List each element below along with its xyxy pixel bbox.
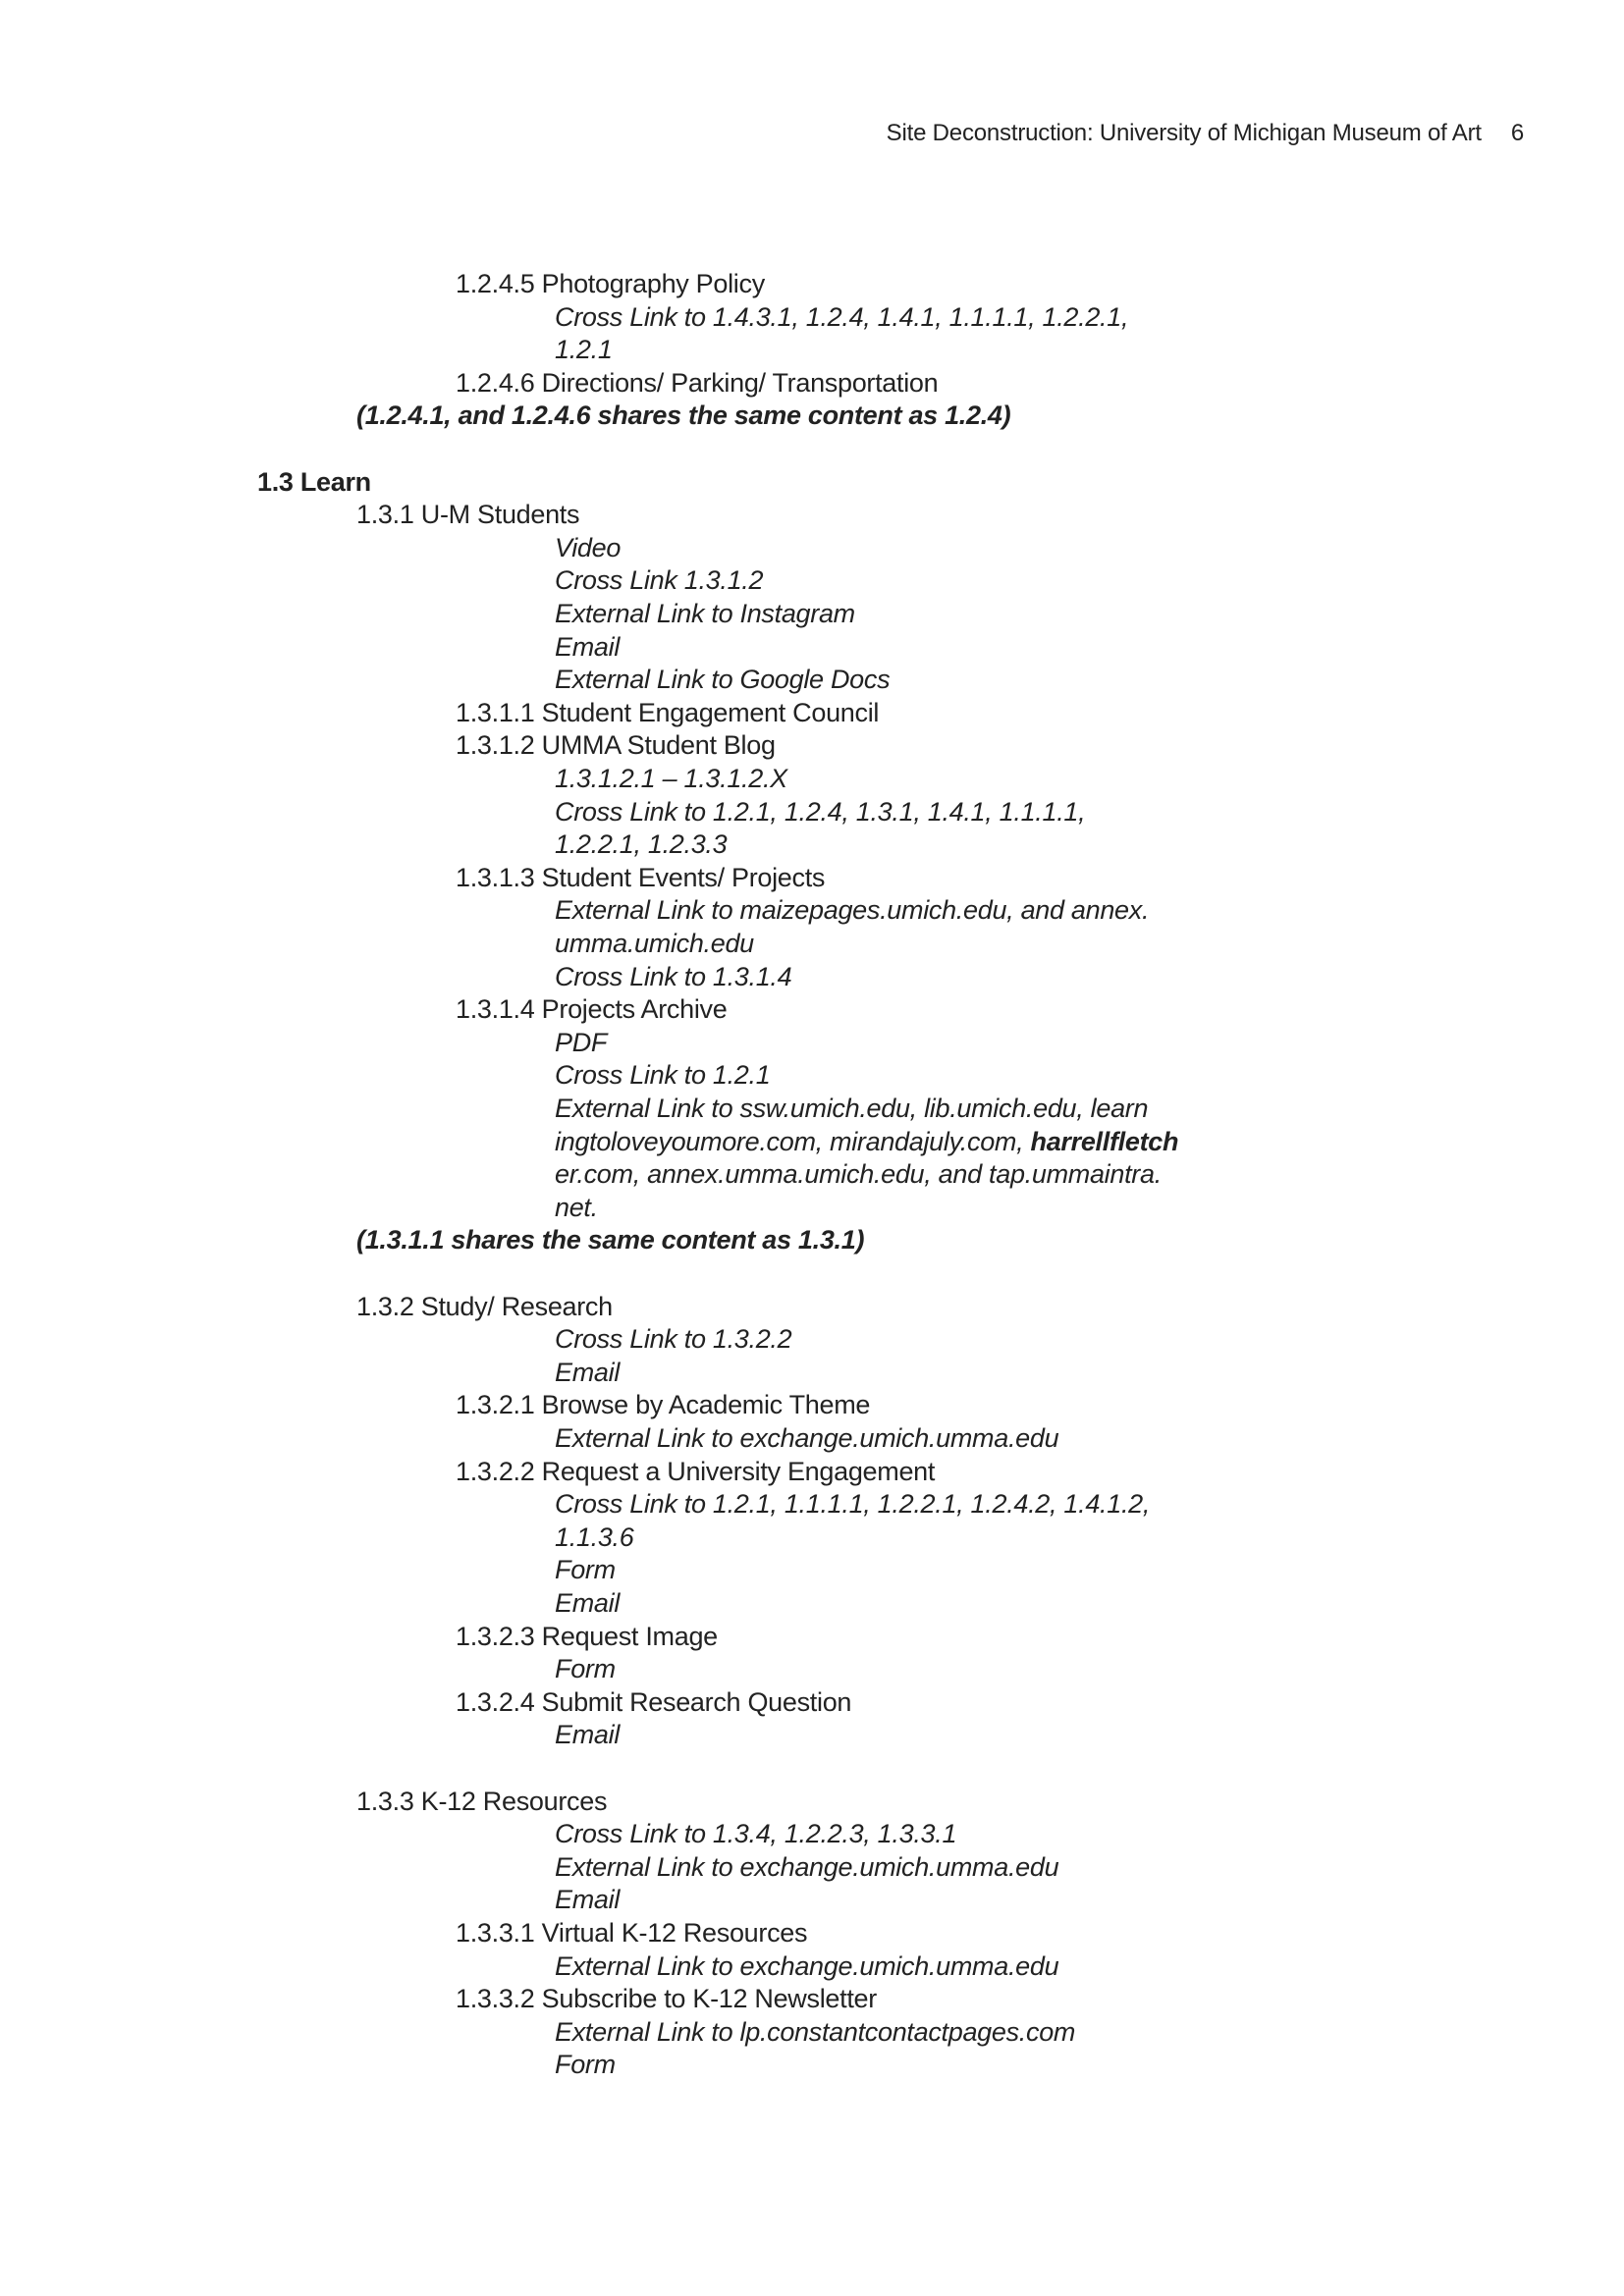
line-text: 1.3.2.2 Request a University Engagement [456,1457,936,1486]
page-number: 6 [1510,120,1524,146]
line-text: Cross Link to 1.2.1, 1.2.4, 1.3.1, 1.4.1, 1.1.1.1, [555,797,1086,827]
page-item [456,1620,718,1653]
line-text: 1.3.3.1 Virtual K-12 Resources [456,1918,808,1948]
line-text: Cross Link to 1.2.1, 1.1.1.1, 1.2.2.1, 1.2.4.2, 1.4.1.2, [555,1489,1151,1519]
page-item [456,696,879,729]
line-text: 1.3.2 Study/ Research [356,1292,613,1321]
line-text: Form [555,2050,616,2079]
document-title: Site Deconstruction: University of Michigan Museum of Art [886,120,1482,146]
page-item [456,1916,807,1949]
link-detail-line [555,1058,770,1092]
link-detail-line [555,1850,1058,1884]
line-text: 1.1.3.6 [555,1522,634,1552]
link-detail-line [555,663,890,696]
line-text: Cross Link to 1.3.2.2 [555,1324,792,1354]
line-text: Cross Link to 1.3.1.4 [555,962,792,991]
link-detail-line [555,300,1128,334]
line-text: Email [555,1720,621,1749]
subsection-item [356,1785,607,1818]
line-text: net. [555,1193,598,1222]
line-text: External Link to Google Docs [555,665,891,694]
line-text: External Link to maizepages.umich.edu, and annex. [555,895,1150,925]
page-item [456,1388,870,1421]
line-text: 1.3.3 K-12 Resources [356,1787,608,1816]
line-text: umma.umich.edu [555,929,754,958]
line-text: External Link to exchange.umich.umma.edu [555,1423,1059,1453]
page-item [456,366,938,400]
link-detail-line [555,1883,620,1916]
line-text: External Link to ssw.umich.edu, lib.umich.edu, learn [555,1094,1149,1123]
line-text: 1.3.1.2.1 – 1.3.1.2.X [555,764,787,793]
line-text: Email [555,1885,621,1914]
line-text: 1.2.4.6 Directions/ Parking/ Transportation [456,368,939,398]
link-detail-line [555,960,791,993]
link-detail-line [555,630,620,664]
link-detail-line [555,1652,616,1685]
page-item [456,861,825,894]
line-text: 1.2.4.5 Photography Policy [456,269,765,298]
link-detail-line [555,828,727,861]
line-text: Email [555,1358,621,1387]
link-detail-line [555,1553,616,1586]
line-text: 1.3.1.3 Student Events/ Projects [456,863,826,892]
line-text: Email [555,1588,621,1618]
link-detail-line [555,1949,1058,1983]
link-detail-line [555,1586,620,1620]
line-text: Cross Link to 1.3.4, 1.2.2.3, 1.3.3.1 [555,1819,957,1848]
link-detail-line [555,927,754,960]
line-text: 1.3 Learn [257,467,371,497]
line-text: 1.3.1.4 Projects Archive [456,994,728,1024]
line-text: Cross Link 1.3.1.2 [555,565,764,595]
page-item [456,992,727,1026]
link-detail-line [555,795,1085,828]
page-item [456,728,776,762]
link-detail-line [555,762,787,795]
page-item [456,1685,851,1719]
subsection-item [356,1290,613,1323]
line-text: PDF [555,1028,608,1057]
line-text: Cross Link to 1.4.3.1, 1.2.4, 1.4.1, 1.1.1.1, 1.2.2.1, [555,302,1129,332]
line-text: ingtoloveyoumore.com, mirandajuly.com, [555,1127,1031,1156]
line-text: External Link to exchange.umich.umma.edu [555,1951,1059,1981]
line-text: Cross Link to 1.2.1 [555,1060,771,1090]
link-detail-line [555,597,855,630]
link-detail-line [555,2015,1075,2049]
line-text: 1.3.2.4 Submit Research Question [456,1687,852,1717]
page-item [456,267,765,300]
page-item [456,1982,877,2015]
link-detail-line [555,893,1149,927]
line-text: Form [555,1654,616,1683]
link-detail-line [555,1521,633,1554]
line-text: 1.3.1.1 Student Engagement Council [456,698,880,727]
link-detail-line [555,1421,1058,1455]
line-text: 1.3.1.2 UMMA Student Blog [456,730,776,760]
line-text: 1.2.1 [555,335,613,364]
line-text: Email [555,632,621,662]
link-detail-line [555,563,763,597]
line-text: External Link to lp.constantcontactpages.com [555,2017,1076,2047]
link-detail-line [555,1487,1150,1521]
page-item [456,1455,935,1488]
subsection-item [356,498,579,531]
shared-content-note [356,399,1010,432]
link-detail-line [555,1125,1178,1158]
line-text: 1.2.2.1, 1.2.3.3 [555,829,728,859]
link-detail-line [555,1026,607,1059]
link-detail-line [555,1322,791,1356]
line-text: Video [555,533,622,562]
line-text: 1.3.2.1 Browse by Academic Theme [456,1390,871,1419]
line-text: External Link to Instagram [555,599,855,628]
link-detail-line [555,1092,1148,1125]
line-text: (1.2.4.1, and 1.2.4.6 shares the same content as 1.2.4) [356,400,1011,430]
line-text: 1.3.1 U-M Students [356,500,580,529]
line-text: (1.3.1.1 shares the same content as 1.3.1) [356,1225,865,1255]
link-detail-line [555,1157,1162,1191]
link-detail-line [555,333,613,366]
line-text: 1.3.2.3 Request Image [456,1622,718,1651]
line-text: External Link to exchange.umich.umma.edu [555,1852,1059,1882]
link-detail-line [555,1191,598,1224]
link-detail-line [555,531,621,564]
line-text: er.com, annex.umma.umich.edu, and tap.ummaintra. [555,1159,1162,1189]
page-header [887,120,1524,147]
line-text: Form [555,1555,616,1584]
shared-content-note [356,1223,864,1256]
link-detail-line [555,1718,620,1751]
emphasized-link-text: harrellfletch [1030,1127,1179,1156]
link-detail-line [555,1817,956,1850]
line-text: 1.3.3.2 Subscribe to K-12 Newsletter [456,1984,877,2013]
link-detail-line [555,2048,616,2081]
link-detail-line [555,1356,620,1389]
section-heading [257,465,371,499]
